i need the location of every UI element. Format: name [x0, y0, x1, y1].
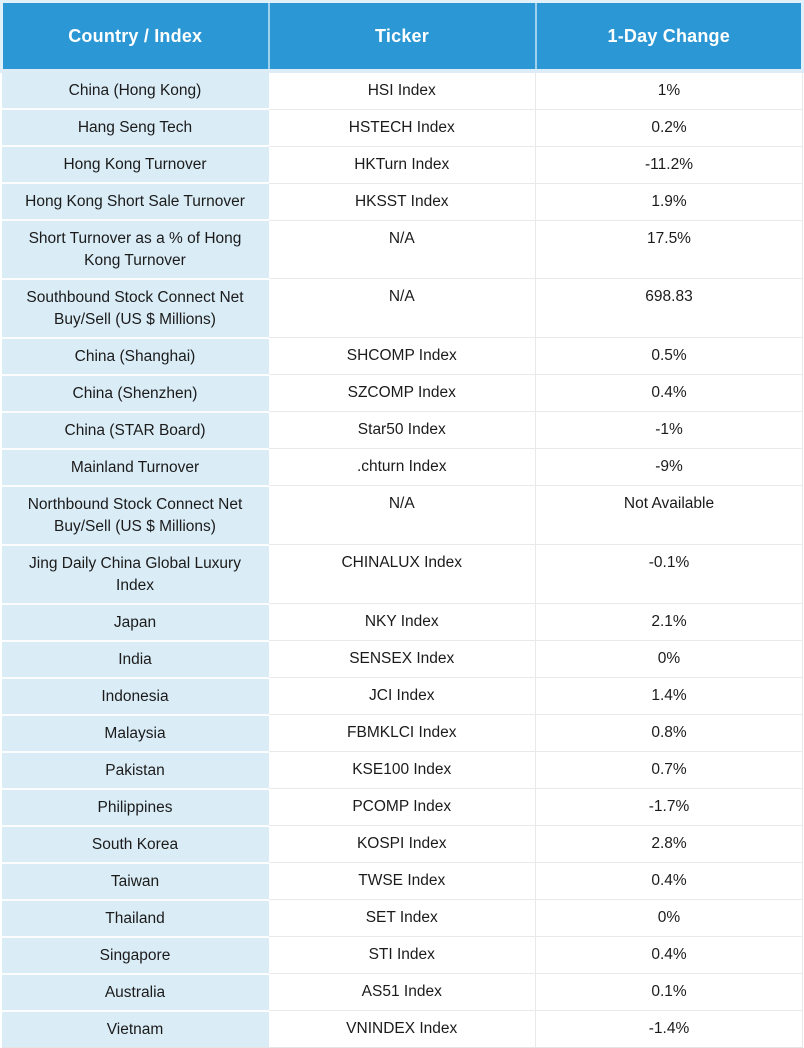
- table-row: [2, 375, 803, 412]
- cell-country: Jing Daily China Global Luxury Index: [2, 545, 269, 604]
- table-row: [2, 641, 803, 678]
- cell-ticker: .chturn Index: [269, 449, 536, 486]
- cell-ticker: AS51 Index: [269, 974, 536, 1011]
- table-row: [2, 220, 803, 279]
- cell-country: Southbound Stock Connect Net Buy/Sell (US $ Millions): [2, 279, 269, 338]
- table-header: [2, 2, 803, 72]
- cell-ticker: JCI Index: [269, 678, 536, 715]
- cell-country: South Korea: [2, 826, 269, 863]
- cell-country: Philippines: [2, 789, 269, 826]
- cell-ticker: SHCOMP Index: [269, 338, 536, 375]
- cell-ticker: N/A: [269, 279, 536, 338]
- cell-country: Hong Kong Short Sale Turnover: [2, 183, 269, 220]
- table-row: [2, 109, 803, 146]
- cell-change: 17.5%: [536, 220, 803, 279]
- cell-change: 0.2%: [536, 109, 803, 146]
- cell-change: 0.1%: [536, 974, 803, 1011]
- cell-change: 0.4%: [536, 863, 803, 900]
- cell-ticker: FBMKLCI Index: [269, 715, 536, 752]
- cell-country: Indonesia: [2, 678, 269, 715]
- cell-change: -1.7%: [536, 789, 803, 826]
- cell-ticker: TWSE Index: [269, 863, 536, 900]
- cell-ticker: PCOMP Index: [269, 789, 536, 826]
- cell-ticker: HKTurn Index: [269, 146, 536, 183]
- table-row: [2, 715, 803, 752]
- table-row: [2, 678, 803, 715]
- cell-change: 698.83: [536, 279, 803, 338]
- header-ticker: Ticker: [269, 2, 536, 72]
- table-row: [2, 449, 803, 486]
- cell-change: 2.8%: [536, 826, 803, 863]
- table-row: [2, 279, 803, 338]
- table-row: [2, 1011, 803, 1048]
- cell-country: Hong Kong Turnover: [2, 146, 269, 183]
- cell-country: China (STAR Board): [2, 412, 269, 449]
- cell-ticker: SZCOMP Index: [269, 375, 536, 412]
- cell-ticker: SENSEX Index: [269, 641, 536, 678]
- cell-country: Taiwan: [2, 863, 269, 900]
- table-row: [2, 937, 803, 974]
- cell-change: -1%: [536, 412, 803, 449]
- table-row: [2, 412, 803, 449]
- header-row: [2, 2, 803, 72]
- cell-change: 0.8%: [536, 715, 803, 752]
- cell-ticker: KSE100 Index: [269, 752, 536, 789]
- cell-change: 0%: [536, 900, 803, 937]
- cell-country: China (Shanghai): [2, 338, 269, 375]
- table-row: [2, 545, 803, 604]
- cell-country: China (Shenzhen): [2, 375, 269, 412]
- cell-ticker: N/A: [269, 486, 536, 545]
- table-row: [2, 146, 803, 183]
- cell-ticker: Star50 Index: [269, 412, 536, 449]
- cell-change: 0.4%: [536, 937, 803, 974]
- cell-country: China (Hong Kong): [2, 71, 269, 109]
- cell-country: Japan: [2, 604, 269, 641]
- cell-country: Hang Seng Tech: [2, 109, 269, 146]
- table-row: [2, 974, 803, 1011]
- cell-change: -1.4%: [536, 1011, 803, 1048]
- cell-country: Mainland Turnover: [2, 449, 269, 486]
- cell-country: Malaysia: [2, 715, 269, 752]
- cell-change: 1.9%: [536, 183, 803, 220]
- table-row: [2, 486, 803, 545]
- cell-ticker: KOSPI Index: [269, 826, 536, 863]
- cell-change: 0.4%: [536, 375, 803, 412]
- cell-ticker: CHINALUX Index: [269, 545, 536, 604]
- cell-change: Not Available: [536, 486, 803, 545]
- cell-change: 0.5%: [536, 338, 803, 375]
- cell-country: Short Turnover as a % of Hong Kong Turnover: [2, 220, 269, 279]
- cell-country: Northbound Stock Connect Net Buy/Sell (US $ Millions): [2, 486, 269, 545]
- cell-change: -11.2%: [536, 146, 803, 183]
- cell-ticker: STI Index: [269, 937, 536, 974]
- header-country-index: Country / Index: [2, 2, 269, 72]
- table-row: [2, 71, 803, 109]
- cell-change: 1.4%: [536, 678, 803, 715]
- table-row: [2, 789, 803, 826]
- table-row: [2, 863, 803, 900]
- table-row: [2, 826, 803, 863]
- cell-ticker: HSTECH Index: [269, 109, 536, 146]
- cell-change: 1%: [536, 71, 803, 109]
- cell-country: Singapore: [2, 937, 269, 974]
- table-row: [2, 338, 803, 375]
- cell-ticker: HKSST Index: [269, 183, 536, 220]
- table-row: [2, 604, 803, 641]
- cell-ticker: N/A: [269, 220, 536, 279]
- cell-change: 0.7%: [536, 752, 803, 789]
- cell-change: 0%: [536, 641, 803, 678]
- header-1day-change: 1-Day Change: [536, 2, 803, 72]
- cell-change: -9%: [536, 449, 803, 486]
- cell-country: Pakistan: [2, 752, 269, 789]
- cell-change: -0.1%: [536, 545, 803, 604]
- table-row: [2, 900, 803, 937]
- cell-country: Vietnam: [2, 1011, 269, 1048]
- cell-ticker: VNINDEX Index: [269, 1011, 536, 1048]
- table-row: [2, 752, 803, 789]
- cell-country: India: [2, 641, 269, 678]
- cell-country: Thailand: [2, 900, 269, 937]
- cell-ticker: SET Index: [269, 900, 536, 937]
- table-body: [2, 71, 803, 1047]
- cell-ticker: HSI Index: [269, 71, 536, 109]
- cell-change: 2.1%: [536, 604, 803, 641]
- table-row: [2, 183, 803, 220]
- cell-country: Australia: [2, 974, 269, 1011]
- cell-ticker: NKY Index: [269, 604, 536, 641]
